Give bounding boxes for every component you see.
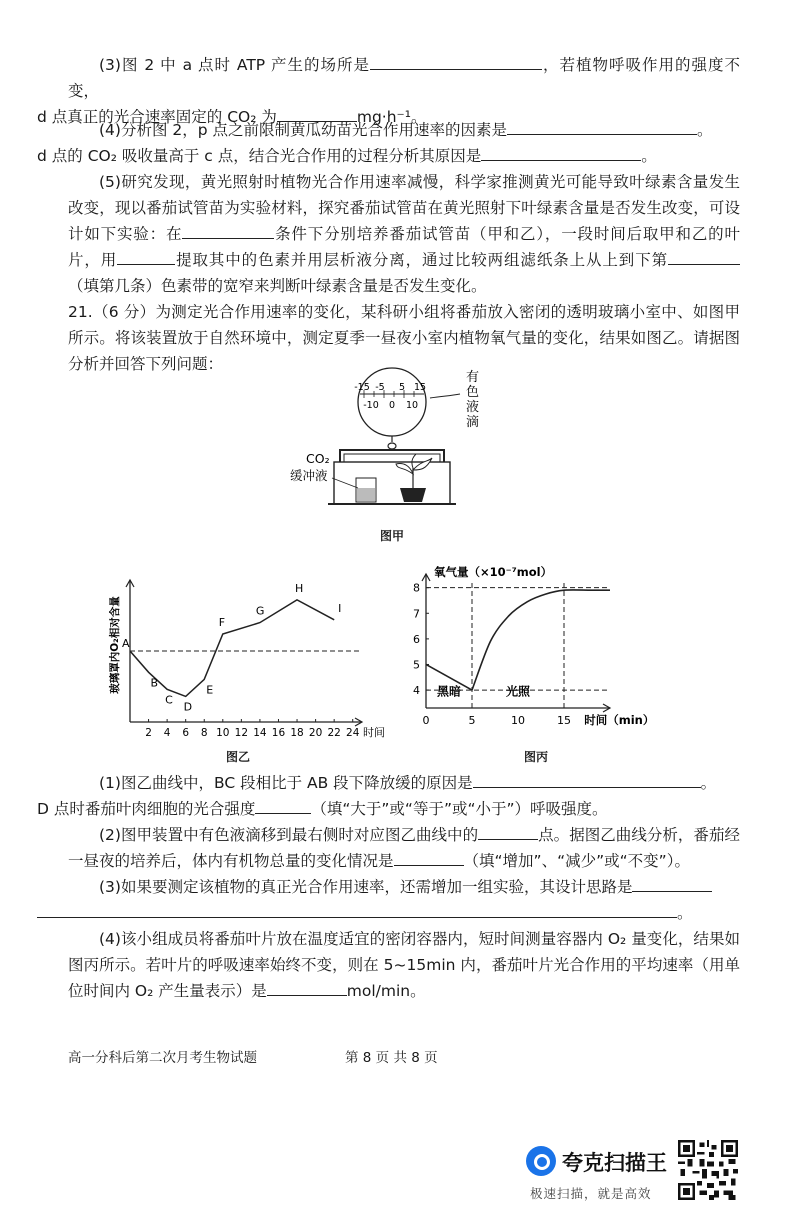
- figure-bing-chart: [400, 560, 690, 740]
- x-tick-label: 10: [216, 727, 230, 739]
- x-tick-label: 18: [290, 727, 304, 739]
- answer-blank[interactable]: [37, 900, 677, 918]
- answer-blank[interactable]: [481, 143, 641, 161]
- y-tick-label: 7: [413, 607, 420, 621]
- scale-bottom-1: -10: [363, 400, 379, 411]
- y-tick-label: 8: [413, 581, 420, 595]
- scanner-brand-name: 夸克扫描王: [562, 1151, 667, 1175]
- figure-bing-caption: 图丙: [524, 750, 549, 764]
- buffer-label-line2: 缓冲液: [290, 468, 328, 483]
- q20-part5: (5)研究发现，黄光照射时植物光合作用速率减慢，科学家推测黄光可能导致叶绿素含量发生改变，现以番茄试管苗为实验材料，探究番茄试管苗在黄光照射下叶绿素含量是否发生改变，可设计如下实验：在 条件下分别培养番茄试管苗（甲和乙），一段时间后取甲和乙的叶片，用 提取其中的色素并用层析液分离，通过比较两组滤纸条上从上到下第（填第几条）色素带的宽窄来判断叶绿素含量是否发生变化。: [68, 173, 740, 295]
- x-tick-label: 16: [271, 727, 286, 739]
- x-tick-label: 0: [422, 714, 430, 727]
- q20-part4: (4)分析图 2，p 点之前限制黄瓜幼苗光合作用速率的因素是 。 d 点的 CO₂ 吸收量高于 c 点，结合光合作用的过程分析其原因是 。: [68, 117, 740, 169]
- svg-text:色: 色: [466, 385, 480, 400]
- buffer-label-line1: CO₂: [306, 451, 330, 466]
- figure-jia-caption: 图甲: [380, 529, 405, 543]
- x-tick-label: 24: [346, 727, 360, 739]
- scale-top-1: -15: [354, 382, 370, 393]
- x-tick-label: 6: [182, 727, 190, 739]
- q21-part2: (2)图甲装置中有色液滴移到最右侧时对应图乙曲线中的 点。据图乙曲线分析，番茄经一昼夜的培养后，体内有机物总量的变化情况是 （填“增加”、“减少”或“不变”）。: [68, 822, 740, 874]
- y-axis-label: 玻璃罩内O₂相对含量: [109, 596, 121, 694]
- x-tick-label: 12: [234, 727, 249, 739]
- x-tick-label: 2: [145, 727, 152, 739]
- q21-part1: (1)图乙曲线中，BC 段相比于 AB 段下降放缓的原因是 。 D 点时番茄叶肉细胞的光合强度 （填“大于”或“等于”或“小于”）呼吸强度。: [68, 770, 740, 822]
- x-tick-label: 8: [200, 727, 208, 739]
- footer-title: 高一分科后第二次月考生物试题: [68, 1050, 257, 1066]
- answer-blank[interactable]: [370, 52, 542, 70]
- footer-page-number: 第 8 页 共 8 页: [345, 1050, 438, 1066]
- x-tick-label: 20: [308, 727, 323, 739]
- x-tick-label: 14: [253, 727, 267, 739]
- scale-top-4: 15: [413, 382, 427, 393]
- x-tick-label: 5: [468, 714, 476, 727]
- oxygen-curve: [130, 600, 334, 697]
- answer-blank[interactable]: [632, 874, 712, 892]
- x-axis-label: 时间（min）: [584, 713, 655, 727]
- point-label-d: D: [183, 700, 193, 714]
- point-label-f: F: [218, 615, 226, 629]
- figure-jia-apparatus: [270, 366, 530, 516]
- point-label-h: H: [295, 581, 304, 595]
- svg-text:滴: 滴: [466, 415, 480, 430]
- scale-bottom-3: 10: [405, 400, 419, 411]
- x-tick-label: 10: [511, 714, 525, 727]
- svg-text:液: 液: [466, 400, 480, 415]
- point-label-a: A: [122, 637, 130, 650]
- answer-blank[interactable]: [267, 978, 347, 996]
- y-tick-label: 5: [413, 658, 420, 672]
- answer-blank[interactable]: [668, 247, 740, 265]
- light-phase-curve: [472, 590, 610, 690]
- figure-yi-caption: 图乙: [226, 750, 251, 764]
- qr-code-icon: [678, 1140, 738, 1200]
- answer-blank[interactable]: [478, 822, 538, 840]
- answer-blank[interactable]: [117, 247, 175, 265]
- x-axis-label: 时间: [363, 726, 385, 739]
- region-label-dark: 黑暗: [436, 684, 462, 699]
- point-label-b: B: [150, 676, 159, 690]
- scale-bottom-2: 0: [388, 400, 396, 411]
- answer-blank[interactable]: [473, 770, 701, 788]
- scanner-logo-icon: [526, 1146, 556, 1176]
- y-axis-label: 氧气量（×10⁻⁷mol）: [434, 565, 553, 579]
- scale-top-3: 5: [398, 382, 406, 393]
- point-label-i: I: [338, 601, 342, 615]
- point-label-g: G: [255, 604, 265, 618]
- droplet-label: [466, 370, 479, 430]
- answer-blank[interactable]: [182, 221, 274, 239]
- answer-blank[interactable]: [394, 848, 464, 866]
- scale-top-2: -5: [375, 382, 385, 393]
- q21-intro: 21.（6 分）为测定光合作用速率的变化，某科研小组将番茄放入密闭的透明玻璃小室中、如图甲所示。将该装置放于自然环境中，测定夏季一昼夜小室内植物氧气量的变化，结果如图乙。请据图分析并回答下列问题：: [68, 303, 740, 373]
- point-label-c: C: [165, 693, 173, 707]
- q20-part3: (3)图 2 中 a 点时 ATP 产生的场所是 ，若植物呼吸作用的强度不变， d 点真正的光合速率固定的 CO₂ 为 mg·h⁻¹。: [68, 52, 740, 130]
- point-label-e: E: [206, 683, 214, 697]
- y-tick-label: 6: [413, 632, 420, 646]
- q21-part4: (4)该小组成员将番茄叶片放在温度适宜的密闭容器内，短时间测量容器内 O₂ 量变化，结果如图丙所示。若叶片的呼吸速率始终不变，则在 5~15min 内，番茄叶片光合作用的平均速率（用单位时间内 O₂ 产生量表示）是 mol/min。: [68, 930, 740, 1000]
- y-tick-label: 4: [413, 684, 420, 698]
- region-label-light: 光照: [505, 684, 531, 699]
- figure-yi-chart: [100, 570, 385, 742]
- answer-blank[interactable]: [255, 796, 311, 814]
- q21-part3: (3)如果要测定该植物的真正光合作用速率，还需增加一组实验，其设计思路是 。: [68, 874, 740, 926]
- x-tick-label: 4: [163, 727, 171, 739]
- scanner-slogan: 极速扫描，就是高效: [530, 1186, 652, 1201]
- answer-blank[interactable]: [507, 117, 697, 135]
- x-tick-label: 15: [557, 714, 571, 727]
- x-tick-label: 22: [327, 727, 341, 739]
- svg-text:有: 有: [466, 370, 480, 385]
